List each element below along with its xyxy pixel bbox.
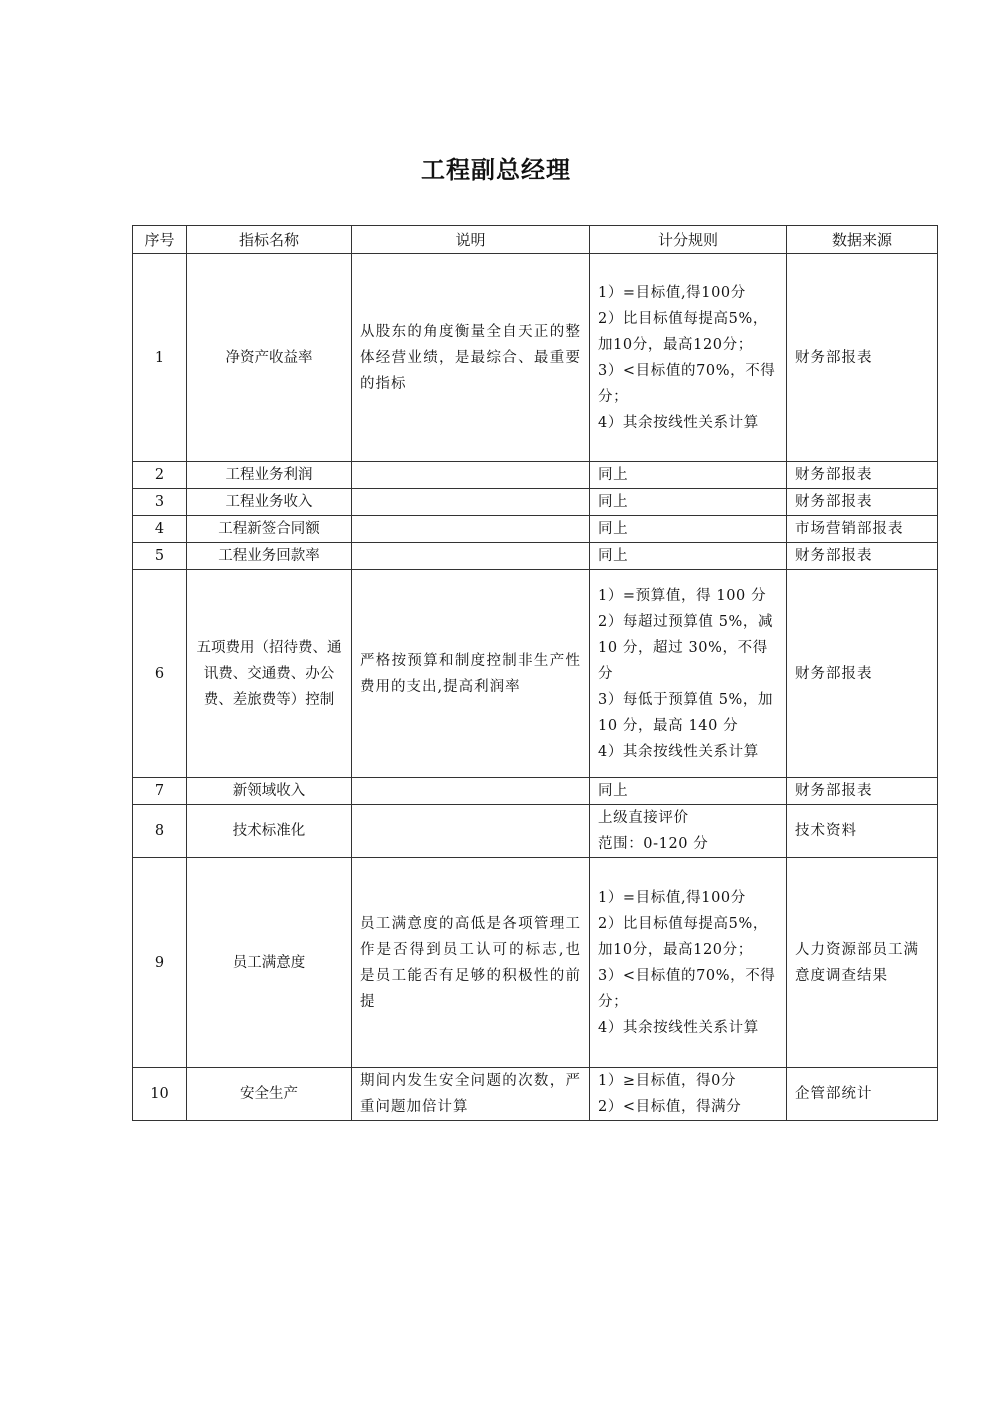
row-no: 3 (133, 489, 187, 516)
row-no: 5 (133, 543, 187, 570)
header-rule: 计分规则 (590, 226, 787, 254)
rule-line: 4）其余按线性关系计算 (598, 743, 759, 760)
indicator-name: 新领域收入 (187, 778, 352, 805)
indicator-name: 技术标准化 (187, 805, 352, 858)
header-name: 指标名称 (187, 226, 352, 254)
table-row (133, 778, 938, 805)
header-source: 数据来源 (787, 226, 938, 254)
scoring-rule (590, 858, 787, 1068)
rule-line: 3）<目标值的70%，不得分； (598, 362, 776, 405)
scoring-rule (590, 462, 787, 489)
rule-line: 1）=目标值,得100分 (598, 889, 746, 906)
rule-line: 1）=预算值，得 100 分 (598, 587, 767, 604)
scoring-rule (590, 489, 787, 516)
row-no: 4 (133, 516, 187, 543)
table-row (133, 1068, 938, 1121)
table-row (133, 254, 938, 462)
scoring-rule (590, 1068, 787, 1121)
row-no: 1 (133, 254, 187, 462)
row-no: 9 (133, 858, 187, 1068)
rule-line: 2）比目标值每提高5%，加10分，最高120分； (598, 310, 768, 353)
indicator-name: 工程业务利润 (187, 462, 352, 489)
table-row (133, 462, 938, 489)
rule-line: 3）每低于预算值 5%，加 10 分，最高 140 分 (598, 691, 774, 734)
table-row (133, 543, 938, 570)
rule-line: 同上 (598, 548, 629, 564)
data-source: 财务部报表 (787, 254, 938, 462)
row-no: 6 (133, 570, 187, 778)
page-title: 工程副总经理 (421, 156, 571, 184)
rule-line: 3）<目标值的70%，不得分； (598, 967, 776, 1010)
scoring-rule (590, 778, 787, 805)
header-no: 序号 (133, 226, 187, 254)
indicator-desc (352, 543, 590, 570)
kpi-table (132, 225, 938, 1121)
indicator-desc (352, 516, 590, 543)
scoring-rule (590, 254, 787, 462)
rule-line: 1）=目标值,得100分 (598, 284, 746, 301)
data-source: 财务部报表 (787, 778, 938, 805)
indicator-desc (352, 462, 590, 489)
rule-line: 1）≥目标值，得0分 (598, 1073, 737, 1089)
data-source: 财务部报表 (787, 489, 938, 516)
scoring-rule (590, 570, 787, 778)
indicator-desc: 严格按预算和制度控制非生产性费用的支出,提高利润率 (352, 570, 590, 778)
rule-line: 同上 (598, 494, 629, 510)
table-row (133, 516, 938, 543)
indicator-desc: 从股东的角度衡量全自天正的整体经营业绩，是最综合、最重要的指标 (352, 254, 590, 462)
indicator-name: 工程业务回款率 (187, 543, 352, 570)
table-header-row (133, 226, 938, 254)
rule-line: 4）其余按线性关系计算 (598, 414, 759, 431)
data-source: 人力资源部员工满意度调查结果 (787, 858, 938, 1068)
row-no: 10 (133, 1068, 187, 1121)
rule-line: 2）比目标值每提高5%，加10分，最高120分； (598, 915, 768, 958)
indicator-name: 安全生产 (187, 1068, 352, 1121)
data-source: 财务部报表 (787, 462, 938, 489)
rule-line: 2）<目标值，得满分 (598, 1099, 742, 1115)
table-row (133, 805, 938, 858)
table-row (133, 570, 938, 778)
rule-line: 2）每超过预算值 5%，减 10 分，超过 30%，不得分 (598, 613, 774, 682)
indicator-name: 五项费用（招待费、通讯费、交通费、办公费、差旅费等）控制 (187, 570, 352, 778)
rule-line: 同上 (598, 521, 629, 537)
indicator-desc: 期间内发生安全问题的次数，严重问题加倍计算 (352, 1068, 590, 1121)
table-row (133, 858, 938, 1068)
rule-line: 上级直接评价 (598, 810, 689, 826)
indicator-name: 工程新签合同额 (187, 516, 352, 543)
rule-line: 范围：0-120 分 (598, 836, 709, 852)
row-no: 8 (133, 805, 187, 858)
header-desc: 说明 (352, 226, 590, 254)
indicator-name: 工程业务收入 (187, 489, 352, 516)
indicator-desc (352, 489, 590, 516)
data-source: 财务部报表 (787, 543, 938, 570)
rule-line: 同上 (598, 783, 629, 799)
indicator-desc: 员工满意度的高低是各项管理工作是否得到员工认可的标志,也是员工能否有足够的积极性的前提 (352, 858, 590, 1068)
row-no: 2 (133, 462, 187, 489)
scoring-rule (590, 805, 787, 858)
data-source: 技术资料 (787, 805, 938, 858)
indicator-desc (352, 778, 590, 805)
table-row (133, 489, 938, 516)
rule-line: 4）其余按线性关系计算 (598, 1019, 759, 1036)
rule-line: 同上 (598, 467, 629, 483)
indicator-name: 净资产收益率 (187, 254, 352, 462)
row-no: 7 (133, 778, 187, 805)
scoring-rule (590, 543, 787, 570)
indicator-name: 员工满意度 (187, 858, 352, 1068)
indicator-desc (352, 805, 590, 858)
data-source: 企管部统计 (787, 1068, 938, 1121)
data-source: 市场营销部报表 (787, 516, 938, 543)
data-source: 财务部报表 (787, 570, 938, 778)
scoring-rule (590, 516, 787, 543)
